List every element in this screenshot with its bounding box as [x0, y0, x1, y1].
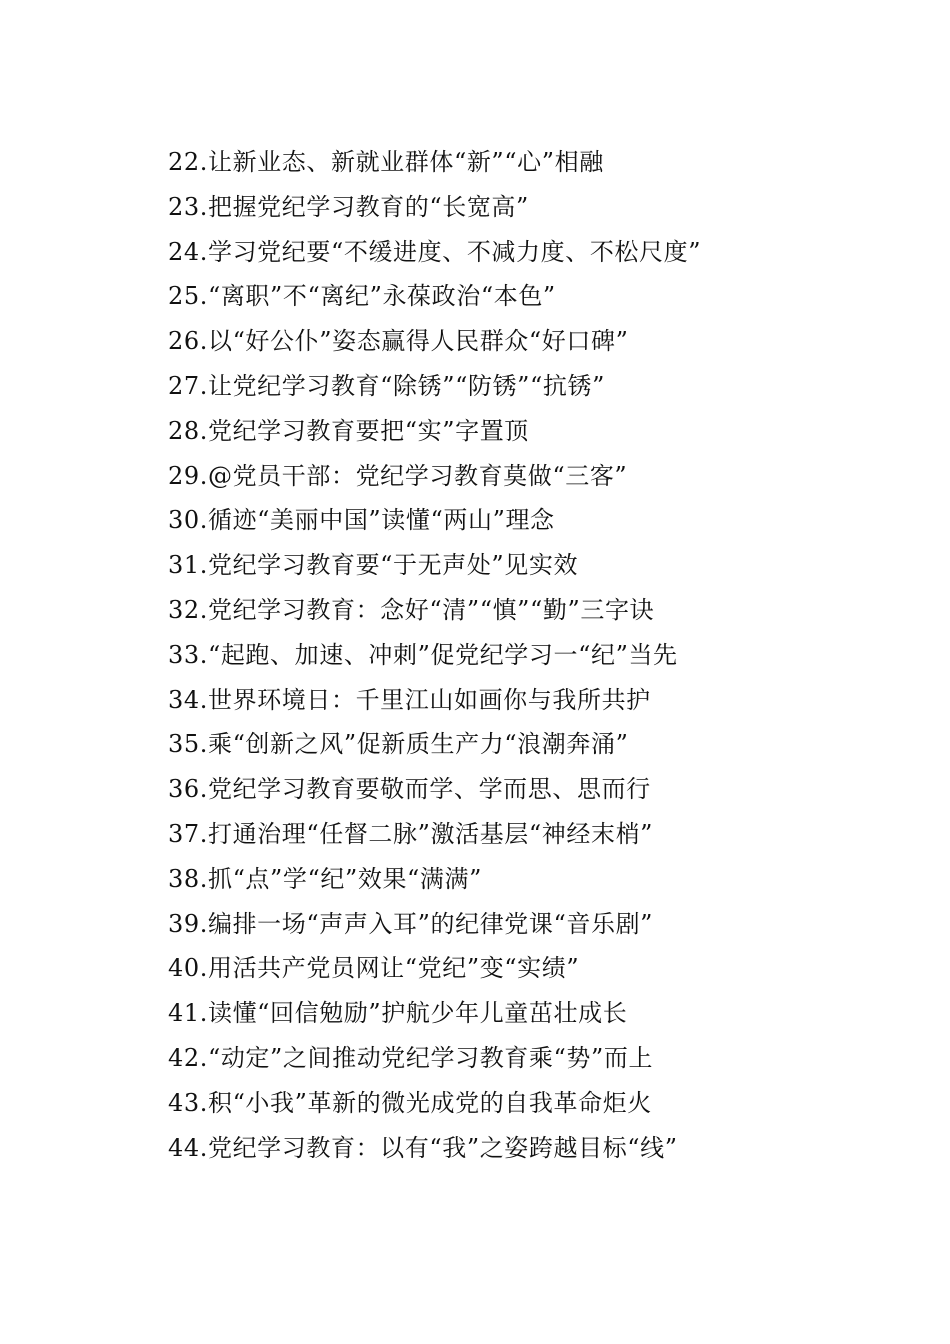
list-item: 39.编排一场“声声入耳”的纪律党课“音乐剧” — [168, 909, 654, 938]
list-item: 40.用活共产党员网让“党纪”变“实绩” — [168, 954, 580, 983]
list-item: 30.循迹“美丽中国”读懂“两山”理念 — [168, 506, 555, 535]
list-item: 43.积“小我”革新的微光成党的自我革命炬火 — [168, 1088, 652, 1117]
list-item: 25.“离职”不“离纪”永葆政治“本色” — [168, 282, 556, 311]
list-item: 34.世界环境日：千里江山如画你与我所共护 — [168, 685, 651, 714]
list-item: 24.学习党纪要“不缓进度、不减力度、不松尺度” — [168, 237, 702, 266]
title-list — [168, 140, 908, 1170]
list-item: 33.“起跑、加速、冲刺”促党纪学习一“纪”当先 — [168, 640, 678, 669]
list-item: 44.党纪学习教育：以有“我”之姿跨越目标“线” — [168, 1133, 678, 1162]
list-item: 37.打通治理“任督二脉”激活基层“神经末梢” — [168, 819, 654, 848]
list-item: 28.党纪学习教育要把“实”字置顶 — [168, 416, 529, 445]
list-item: 42.“动定”之间推动党纪学习教育乘“势”而上 — [168, 1043, 654, 1072]
list-item: 27.让党纪学习教育“除锈”“防锈”“抗锈” — [168, 371, 605, 400]
list-item: 29.@党员干部：党纪学习教育莫做“三客” — [168, 461, 628, 490]
list-item: 22.让新业态、新就业群体“新”“心”相融 — [168, 148, 604, 176]
list-item: 26.以“好公仆”姿态赢得人民群众“好口碑” — [168, 327, 629, 356]
list-item: 35.乘“创新之风”促新质生产力“浪潮奔涌” — [168, 730, 629, 759]
list-item: 36.党纪学习教育要敬而学、学而思、思而行 — [168, 775, 651, 804]
list-item: 31.党纪学习教育要“于无声处”见实效 — [168, 551, 579, 580]
list-item: 38.抓“点”学“纪”效果“满满” — [168, 864, 482, 893]
list-item: 41.读懂“回信勉励”护航少年儿童茁壮成长 — [168, 999, 628, 1028]
list-item: 23.把握党纪学习教育的“长宽高” — [168, 192, 529, 221]
list-item: 32.党纪学习教育：念好“清”“慎”“勤”三字诀 — [168, 595, 655, 624]
